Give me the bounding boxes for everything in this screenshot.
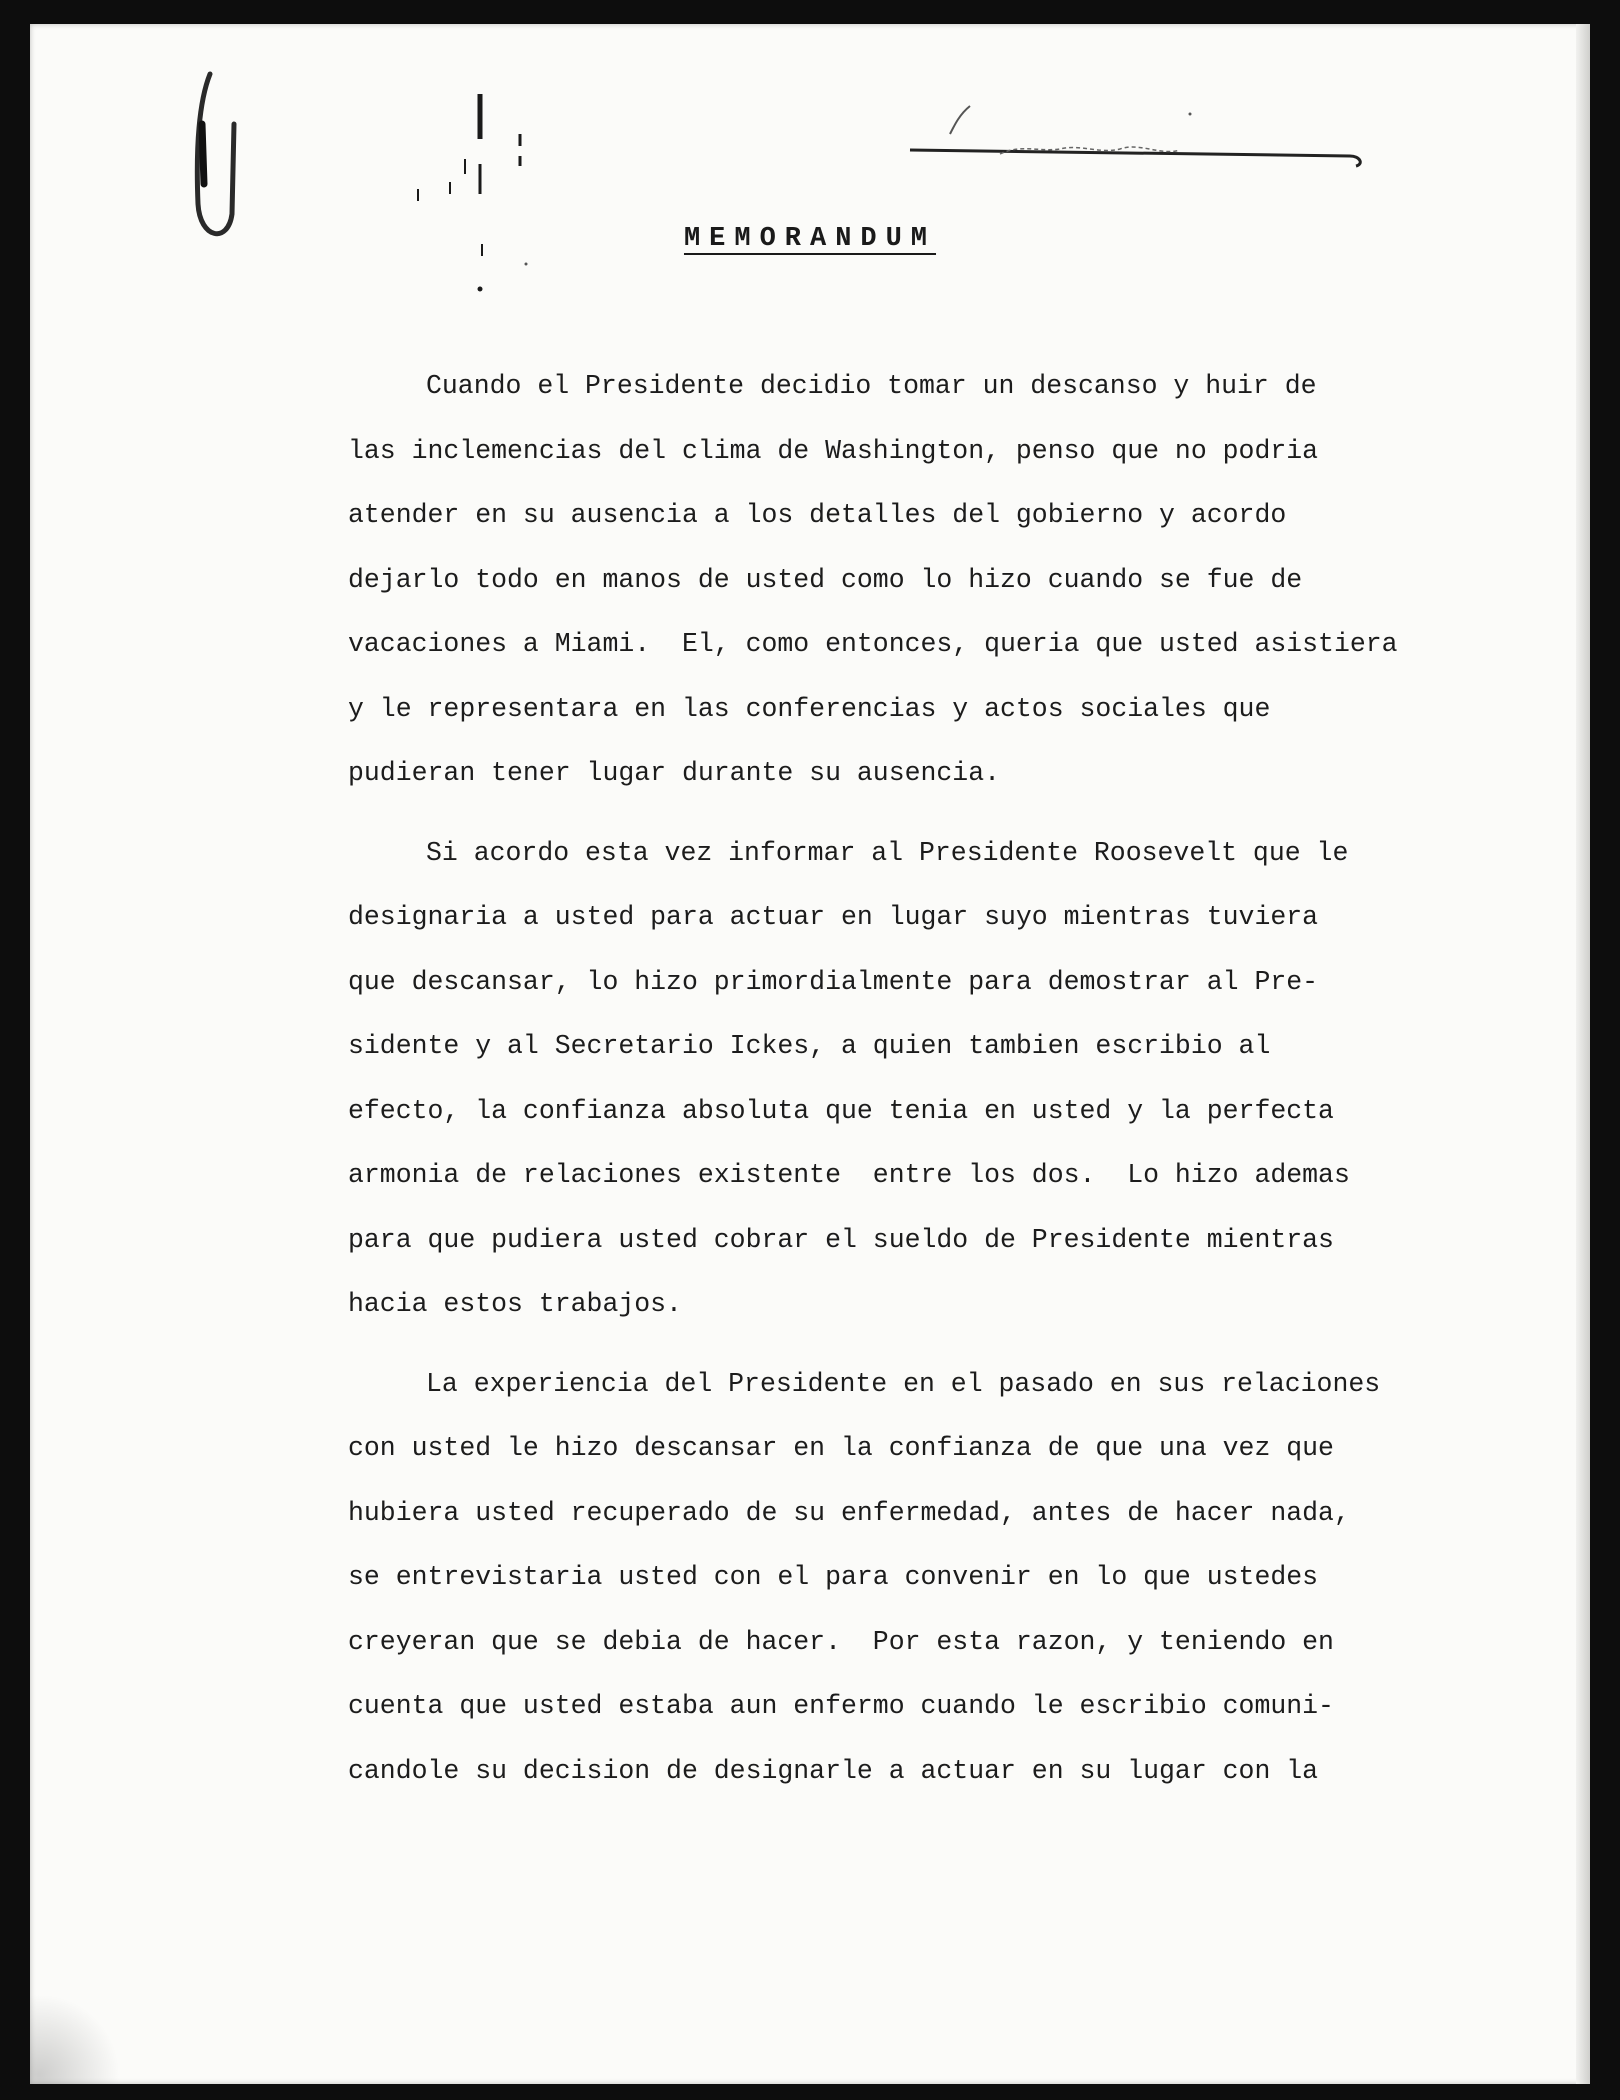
staple-marks [320, 84, 570, 324]
text-line: para que pudiera usted cobrar el sueldo de Presidente mientras [348, 1224, 1334, 1255]
text-line: La experiencia del Presidente en el pasado en sus relaciones [426, 1368, 1381, 1399]
text-line: sidente y al Secretario Ickes, a quien tambien escribio al [348, 1031, 1271, 1061]
text-line: hubiera usted recuperado de su enfermedad, antes de hacer nada, [348, 1497, 1350, 1528]
text-line: cuenta que usted estaba aun enfermo cuando le escribio comuni- [348, 1691, 1334, 1721]
paragraph-3 [348, 1352, 1438, 1804]
text-line: atender en su ausencia a los detalles del gobierno y acordo [348, 500, 1287, 530]
scan-smudge [30, 1994, 120, 2084]
text-line: designaria a usted para actuar en lugar suyo mientras tuviera [348, 902, 1319, 932]
text-line: hacia estos trabajos. [348, 1289, 682, 1319]
memo-body [348, 354, 1438, 1818]
text-line: candole su decision de designarle a actuar en su lugar con la [348, 1755, 1319, 1786]
paragraph-1 [348, 354, 1438, 806]
document-page [30, 24, 1590, 2084]
text-line: creyeran que se debia de hacer. Por esta razon, y teniendo en [348, 1626, 1334, 1657]
text-line: vacaciones a Miami. El, como entonces, queria que usted asistiera [348, 629, 1398, 659]
text-line: Cuando el Presidente decidio tomar un descanso y huir de [426, 371, 1317, 401]
signature-scribble [880, 94, 1400, 184]
text-line: dejarlo todo en manos de usted como lo hizo cuando se fue de [348, 564, 1303, 595]
text-line: pudieran tener lugar durante su ausencia. [348, 758, 1001, 788]
text-line: y le representara en las conferencias y actos sociales que [348, 693, 1271, 724]
text-line: que descansar, lo hizo primordialmente para demostrar al Pre- [348, 966, 1319, 997]
text-line: Si acordo esta vez informar al Presidente Roosevelt que le [426, 837, 1349, 868]
page-edge [1576, 24, 1590, 2084]
paragraph-2 [348, 821, 1438, 1337]
text-line: las inclemencias del clima de Washington, penso que no podria [348, 435, 1319, 466]
text-line: con usted le hizo descansar en la confianza de que una vez que [348, 1433, 1334, 1463]
text-line: efecto, la confianza absoluta que tenia en usted y la perfecta [348, 1095, 1334, 1126]
text-line: armonia de relaciones existente entre los dos. Lo hizo ademas [348, 1160, 1350, 1190]
text-line: se entrevistaria usted con el para convenir en lo que ustedes [348, 1562, 1319, 1592]
memo-title: MEMORANDUM [683, 224, 937, 254]
